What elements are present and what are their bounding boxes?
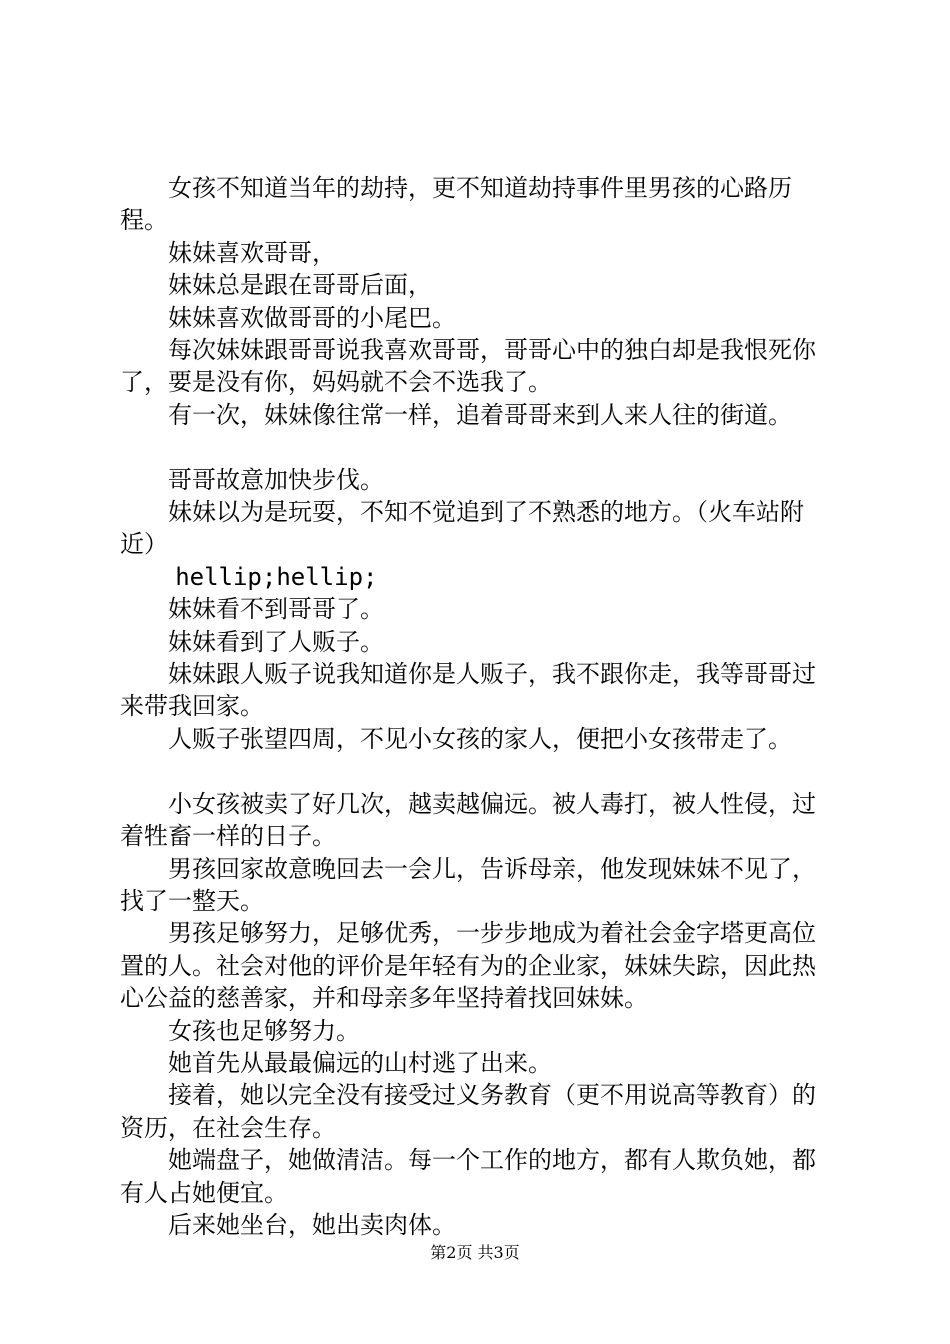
document-body: [120, 172, 835, 1241]
paragraph: 后来她坐台，她出卖肉体。: [168, 1210, 456, 1239]
paragraph: 妹妹跟人贩子说我知道你是人贩子，我不跟你走，我等哥哥过来带我回家。: [120, 660, 816, 721]
paragraph: 男孩足够努力，足够优秀，一步步地成为着社会金字塔更高位置的人。社会对他的评价是年轻有为的企业家，妹妹失踪，因此热心公益的慈善家，并和母亲多年坚持着找回妹妹。: [120, 919, 816, 1013]
paragraph: 有一次，妹妹像往常一样，追着哥哥来到人来人往的街道。: [168, 400, 792, 429]
paragraph: 每次妹妹跟哥哥说我喜欢哥哥，哥哥心中的独白却是我恨死你了，要是没有你，妈妈就不会不选我了。: [120, 336, 816, 397]
paragraph: 妹妹看不到哥哥了。: [168, 595, 384, 624]
paragraph: 接着，她以完全没有接受过义务教育（更不用说高等教育）的资历，在社会生存。: [120, 1081, 816, 1142]
page-footer: [0, 1241, 950, 1265]
paragraph: 她端盘子，她做清洁。每一个工作的地方，都有人欺负她，都有人占她便宜。: [120, 1146, 816, 1207]
paragraph: 妹妹喜欢哥哥，: [168, 238, 336, 267]
page-number-label: 第2页 共3页: [430, 1243, 520, 1262]
paragraph: 哥哥故意加快步伐。: [168, 465, 384, 494]
paragraph: 妹妹喜欢做哥哥的小尾巴。: [168, 303, 456, 332]
paragraph: 她首先从最最偏远的山村逃了出来。: [168, 1048, 552, 1077]
paragraph: 妹妹看到了人贩子。: [168, 627, 384, 656]
paragraph: 男孩回家故意晚回去一会儿，告诉母亲，他发现妹妹不见了，找了一整天。: [120, 854, 816, 915]
paragraph: 小女孩被卖了好几次，越卖越偏远。被人毒打，被人性侵，过着牲畜一样的日子。: [120, 789, 816, 851]
paragraph: 女孩不知道当年的劫持，更不知道劫持事件里男孩的心路历程。: [120, 174, 792, 235]
paragraph: 妹妹总是跟在哥哥后面，: [168, 271, 432, 300]
paragraph: 女孩也足够努力。: [168, 1016, 360, 1045]
paragraph: 人贩子张望四周，不见小女孩的家人，便把小女孩带走了。: [168, 724, 792, 753]
paragraph: 妹妹以为是玩耍，不知不觉追到了不熟悉的地方。（火车站附近）: [120, 498, 804, 559]
paragraph: hellip;hellip;: [175, 562, 378, 591]
